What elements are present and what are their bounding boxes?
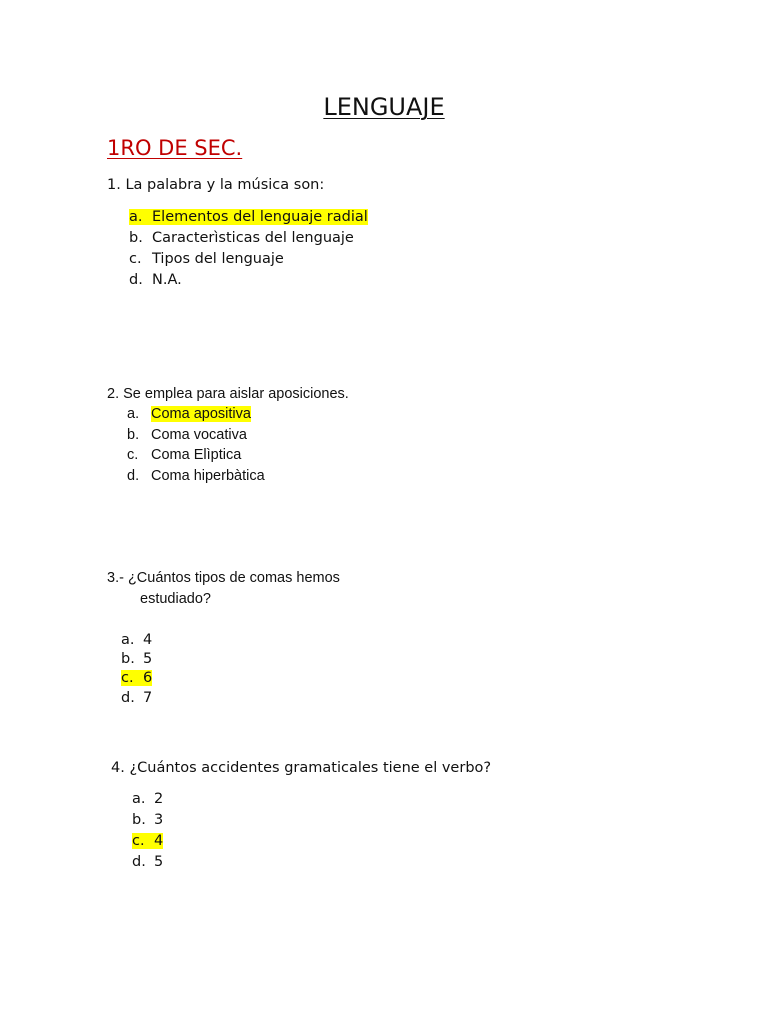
question-2-option-a: a. Coma apositiva xyxy=(127,406,251,422)
question-4-option-c xyxy=(132,832,163,850)
question-4-text: 4. ¿Cuántos accidentes gramaticales tiene el verbo? xyxy=(111,760,492,776)
document-subtitle: 1RO DE SEC. xyxy=(107,136,243,160)
question-1-option-d: d. N.A. xyxy=(129,272,182,288)
question-3-option-b: b. 5 xyxy=(121,651,153,667)
question-1-option-b: b. Caracterìsticas del lenguaje xyxy=(129,230,354,246)
question-3-text-line2: estudiado? xyxy=(140,591,211,607)
question-4-option-b: b. 3 xyxy=(132,812,164,828)
question-3-option-a: a. 4 xyxy=(121,632,153,648)
question-1-option-c: c. Tipos del lenguaje xyxy=(129,251,284,267)
question-4-option-a: a. 2 xyxy=(132,791,164,807)
question-4-option-d: d. 5 xyxy=(132,854,164,870)
question-3-option-d: d. 7 xyxy=(121,690,153,706)
question-1-text: 1. La palabra y la música son: xyxy=(107,177,325,193)
question-2-option-d: d. Coma hiperbàtica xyxy=(127,468,265,484)
question-2-option-c: c. Coma Elìptica xyxy=(127,447,242,463)
question-3-option-c xyxy=(121,669,152,687)
question-3-text-line1: 3.- ¿Cuántos tipos de comas hemos xyxy=(107,570,340,586)
answer-highlight: a. Elementos del lenguaje radial xyxy=(129,209,368,225)
answer-highlight: c. 4 xyxy=(132,833,164,849)
answer-highlight: c. 6 xyxy=(121,670,153,686)
question-1-option-a xyxy=(129,208,368,226)
question-2-option-b: b. Coma vocativa xyxy=(127,427,247,443)
document-title: LENGUAJE xyxy=(323,93,445,121)
answer-highlight: Coma apositiva xyxy=(151,406,251,422)
question-2-text: 2. Se emplea para aislar aposiciones. xyxy=(107,386,349,402)
